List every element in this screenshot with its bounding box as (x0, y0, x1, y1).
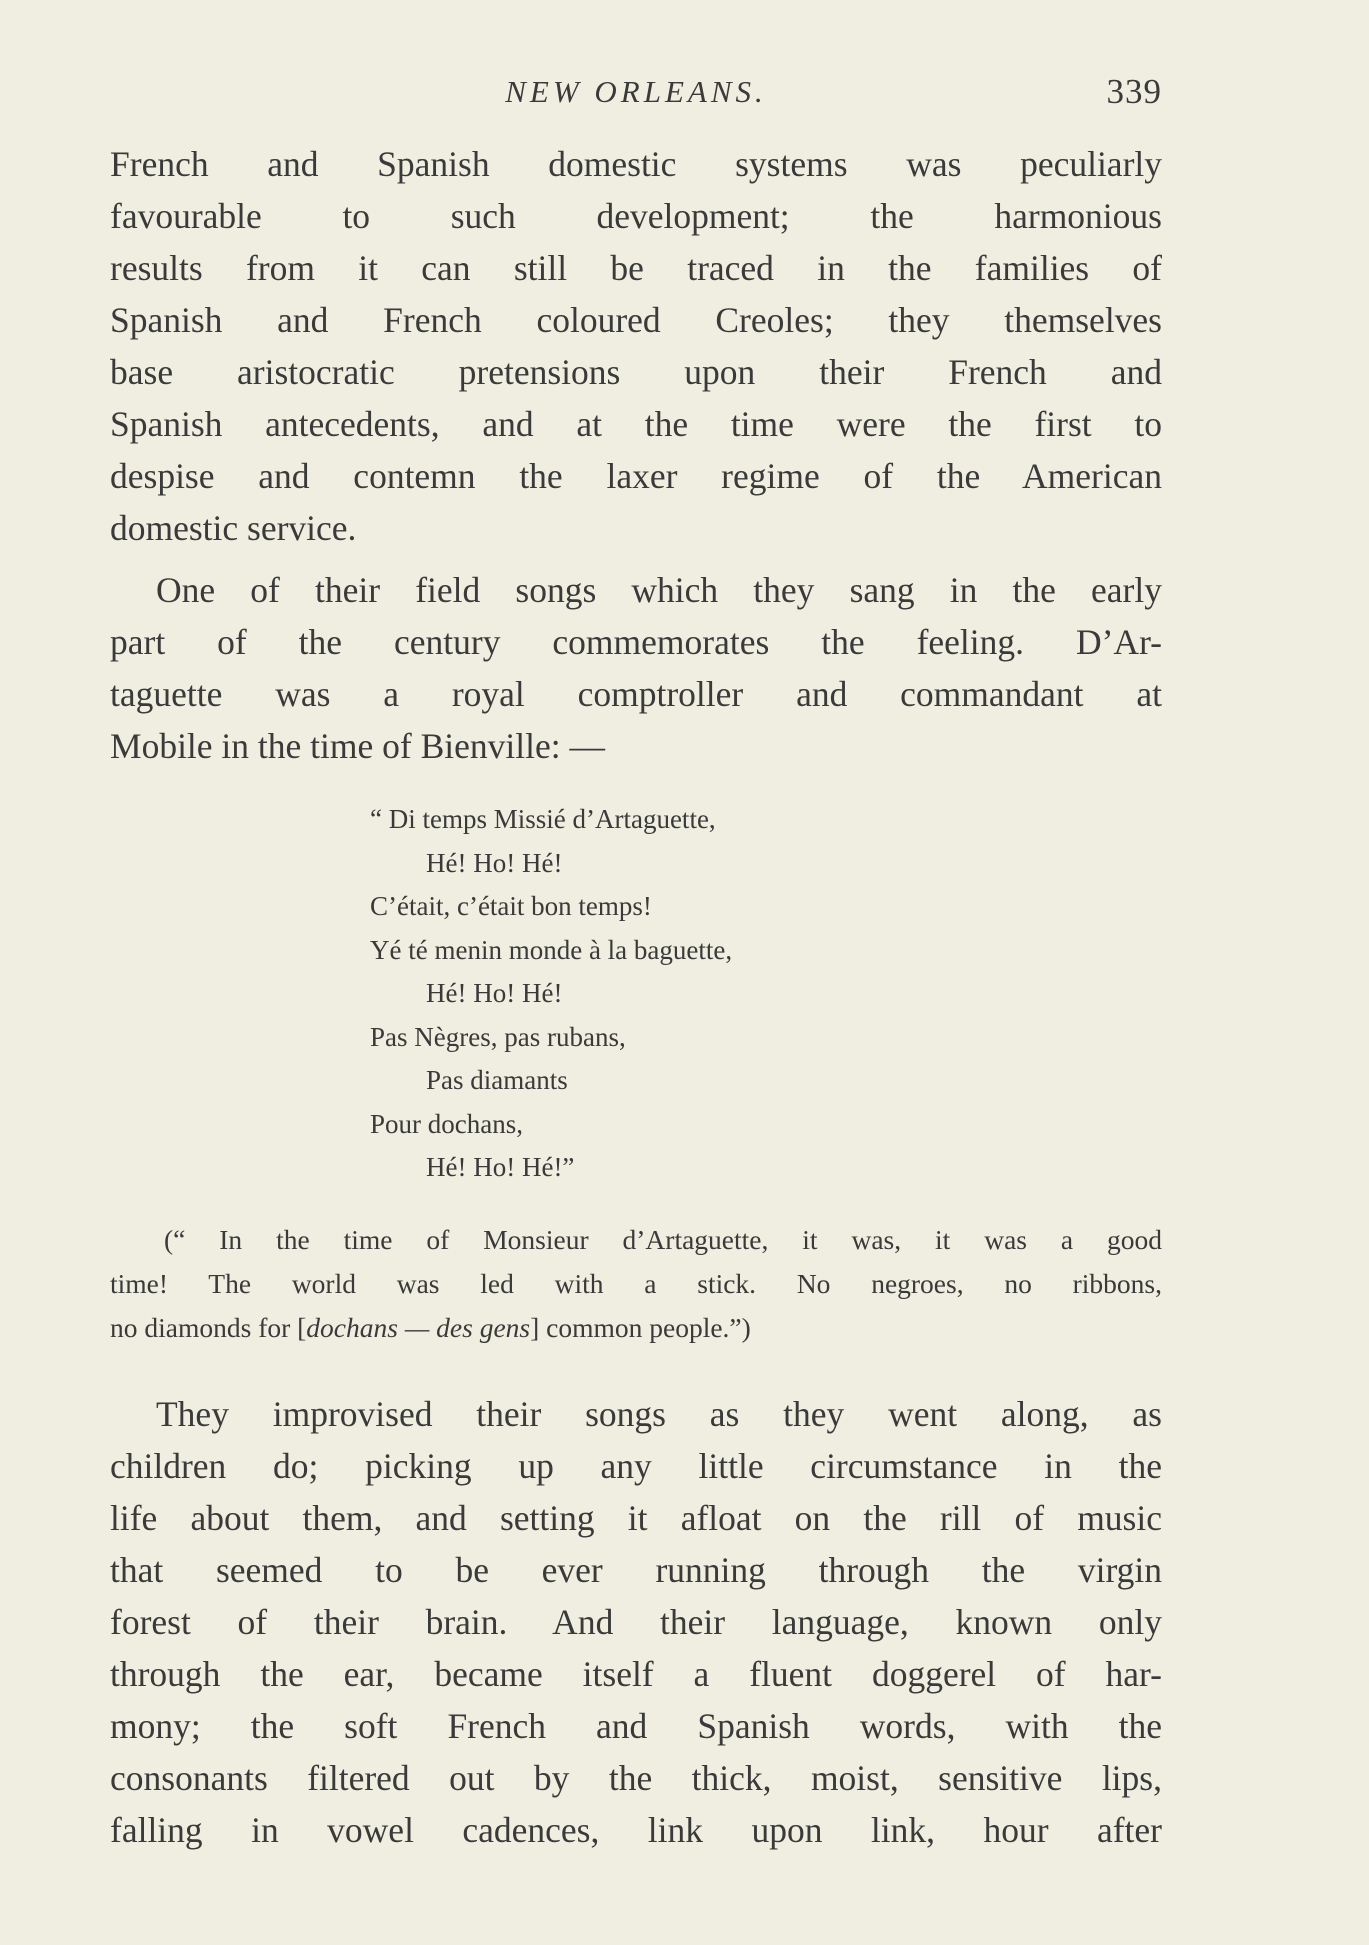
text-line: favourable to such development; the harmonious (110, 196, 1162, 236)
song-translation (110, 1218, 1162, 1350)
translation-line: (“ In the time of Monsieur d’Artaguette, it was, it was a good (164, 1224, 1162, 1255)
text-line: mony; the soft French and Spanish words, with the (110, 1706, 1162, 1746)
verse-line: Pas Nègres, pas rubans, (370, 1021, 626, 1052)
text-line: part of the century commemorates the feeling. D’Ar- (110, 622, 1162, 662)
running-title: NEW ORLEANS. (505, 74, 767, 109)
text-line: despise and contemn the laxer regime of the American (110, 456, 1162, 496)
text-line: children do; picking up any little circumstance in the (110, 1446, 1162, 1486)
text-line: Mobile in the time of Bienville: — (110, 726, 605, 766)
text-line: domestic service. (110, 508, 357, 548)
text-line: French and Spanish domestic systems was peculiarly (110, 144, 1162, 184)
text-line: consonants filtered out by the thick, moist, sensitive lips, (110, 1758, 1162, 1798)
song-verse (370, 798, 732, 1190)
text-line: falling in vowel cadences, link upon link, hour after (110, 1810, 1162, 1850)
translation-italic-gloss: dochans — des gens (306, 1312, 531, 1343)
verse-line: Yé té menin monde à la baguette, (370, 934, 733, 965)
translation-text: no diamonds for [ (110, 1312, 307, 1343)
verse-line: “ Di temps Missié d’Artaguette, (370, 804, 716, 834)
text-line: taguette was a royal comptroller and commandant at (110, 674, 1162, 714)
text-line: forest of their brain. And their language, known only (110, 1602, 1162, 1642)
text-line: They improvised their songs as they went along, as (156, 1394, 1162, 1434)
text-line: through the ear, became itself a fluent doggerel of har- (110, 1654, 1162, 1694)
paragraph-continued (110, 138, 1162, 554)
paragraph-field-songs (110, 564, 1162, 772)
translation-line (110, 1306, 1162, 1350)
verse-line: Hé! Ho! Hé! (426, 847, 563, 878)
translation-text: ] common people.”) (530, 1312, 751, 1343)
verse-line: Pas diamants (426, 1065, 568, 1095)
paragraph-improvised-songs (110, 1388, 1162, 1856)
verse-line: Hé! Ho! Hé! (426, 978, 563, 1008)
text-line: Spanish and French coloured Creoles; they themselves (110, 300, 1162, 340)
verse-line: Hé! Ho! Hé!” (426, 1152, 575, 1182)
text-line: life about them, and setting it afloat on the rill of music (110, 1498, 1162, 1538)
running-head (110, 72, 1162, 116)
text-line: results from it can still be traced in the families of (110, 248, 1162, 288)
text-line: base aristocratic pretensions upon their French and (110, 352, 1162, 392)
verse-line: C’était, c’était bon temps! (370, 891, 652, 921)
text-line: Spanish antecedents, and at the time were the first to (110, 404, 1162, 444)
text-line: One of their field songs which they sang in the early (156, 570, 1162, 610)
text-line: that seemed to be ever running through the virgin (110, 1550, 1162, 1590)
translation-line: time! The world was led with a stick. No negroes, no ribbons, (110, 1268, 1162, 1299)
verse-line: Pour dochans, (370, 1108, 523, 1139)
page-number: 339 (1106, 72, 1162, 111)
